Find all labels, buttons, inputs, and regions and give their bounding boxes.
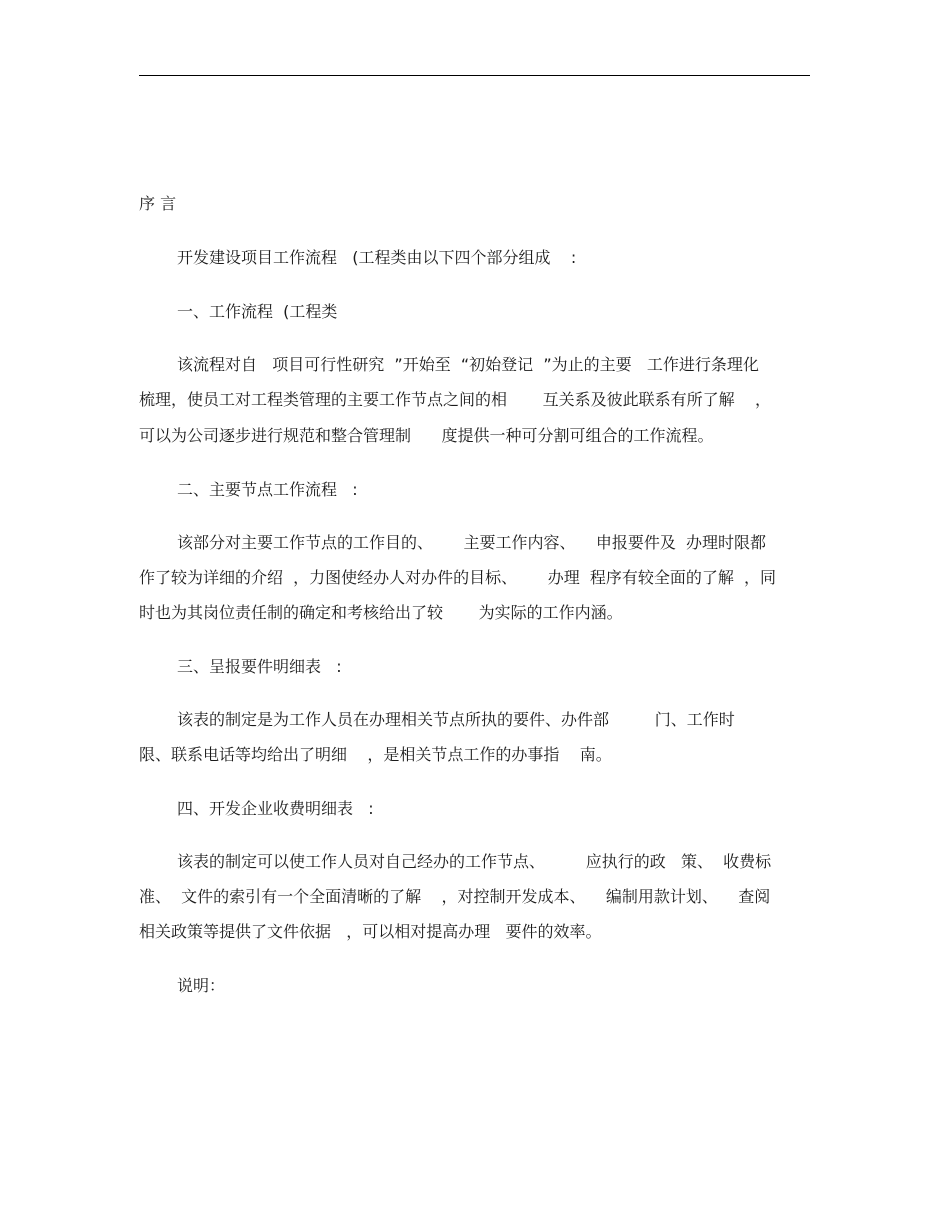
document-title: 序 言 [139,194,177,213]
section1-line-3: 可以为公司逐步进行规范和整合管理制 度提供一种可分割可组合的工作流程。 [139,426,714,445]
section3-heading: 三、呈报要件明细表 : [177,657,342,676]
section4-line-2: 准、 文件的索引有一个全面清晰的了解 ，对控制开发成本、 编制用款计划、 查阅 [139,887,771,906]
section3-line-2: 限、联系电话等均给出了明细 ，是相关节点工作的办事指 南。 [139,745,612,764]
section1-line-2: 梳理，使员工对工程类管理的主要工作节点之间的相 互关系及彼此联系有所了解 ， [139,390,771,409]
section4-line-1: 该表的制定可以使工作人员对自己经办的工作节点、 应执行的政 策、 收费标 [177,852,772,871]
section1-line-1: 该流程对自 项目可行性研究 ”开始至 “初始登记 ”为止的主要 工作进行条理化 [177,355,759,374]
section2-line-3: 时也为其岗位责任制的确定和考核给出了较 为实际的工作内涵。 [139,603,623,622]
section4-line-3: 相关政策等提供了文件依据 ，可以相对提高办理 要件的效率。 [139,922,602,941]
header-rule [139,75,810,76]
section4-heading: 四、开发企业收费明细表 : [177,799,374,818]
intro-paragraph: 开发建设项目工作流程 (工程类由以下四个部分组成 : [177,248,577,267]
section3-line-1: 该表的制定是为工作人员在办理相关节点所执的要件、办件部 门、工作时 [177,710,735,729]
section2-line-1: 该部分对主要工作节点的工作目的、 主要工作内容、 申报要件及 办理时限都 [177,533,767,552]
section2-heading: 二、主要节点工作流程 : [177,480,358,499]
section2-line-2: 作了较为详细的介绍 ，力图使经办人对办件的目标、 办理 程序有较全面的了解 ，同 [139,568,777,587]
section1-heading: 一、工作流程 (工程类 [177,302,338,321]
note-label: 说明： [177,976,226,995]
